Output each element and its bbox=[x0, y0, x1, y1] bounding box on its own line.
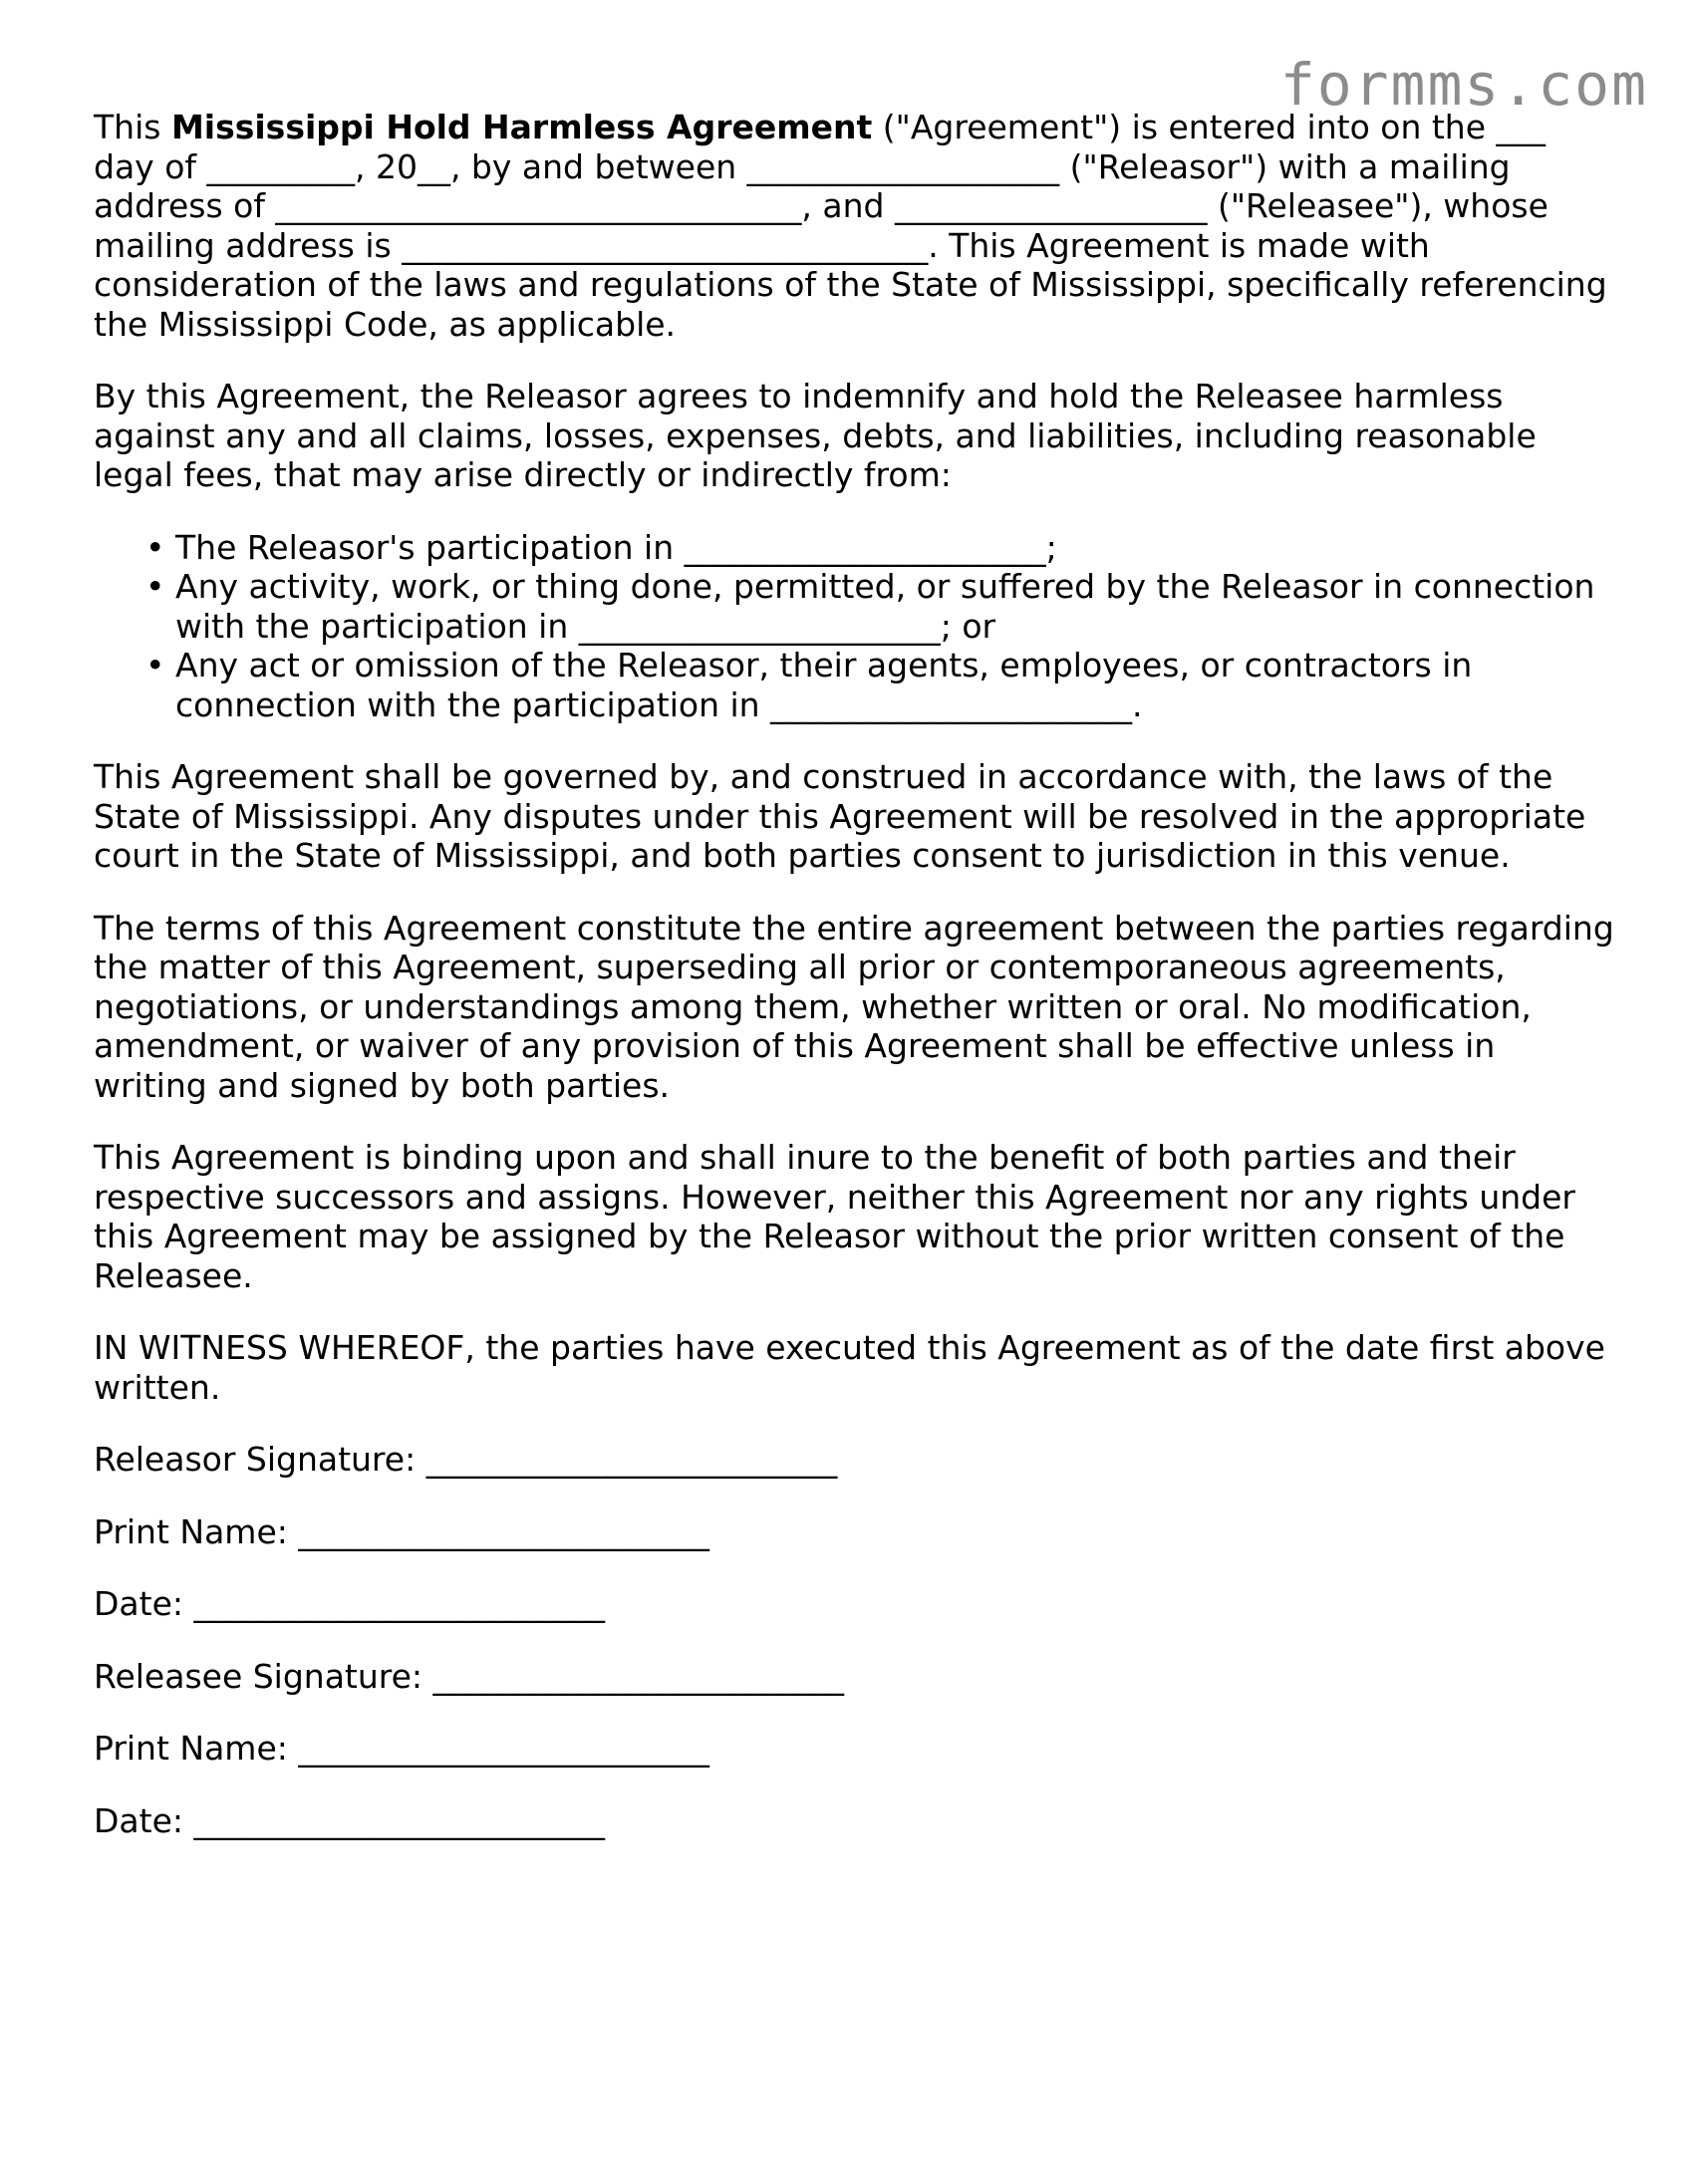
intro-prefix: This bbox=[94, 108, 171, 146]
governing-law-paragraph: This Agreement shall be governed by, and construed in accordance with, the laws of the State of Mississippi. Any disputes under this Agreement will be resolved in the appropriate court in the State of Mississippi, and both parties consent to jurisdiction in this venue. bbox=[94, 757, 1586, 875]
releasor-date-line[interactable]: Date: _________________________ bbox=[94, 1584, 605, 1623]
indemnity-paragraph: By this Agreement, the Releasor agrees to indemnify and hold the Releasee harmless against any and all claims, losses, expenses, debts, and liabilities, including reasonable legal fees, that may arise directly or indirectly from: bbox=[94, 377, 1537, 494]
agreement-document bbox=[94, 108, 1614, 1873]
intro-text: ("Agreement") is entered into on the ___ day of _________, 20__, by and between ___________________ ("Releasor") with a mailing address of ________________________________, and ___________________ ("Releasee"), whose mailing address is ________________________________. This Agreement is made with consideration of the laws and regulations of the State of Mississippi, specifically referencing the Mississippi Code, as applicable. bbox=[94, 108, 1607, 344]
indemnity-list bbox=[94, 528, 1614, 725]
signature-block bbox=[94, 1440, 1614, 1840]
list-item: • Any activity, work, or thing done, permitted, or suffered by the Releasor in connection with the participation in ______________________; or bbox=[175, 567, 1614, 646]
list-item: • Any act or omission of the Releasor, their agents, employees, or contractors in connection with the participation in ______________________. bbox=[175, 646, 1614, 724]
binding-paragraph: This Agreement is binding upon and shall inure to the benefit of both parties and their respective successors and assigns. However, neither this Agreement nor any rights under this Agreement may be assigned by the Releasor without the prior written consent of the Releasee. bbox=[94, 1138, 1575, 1295]
list-item: • The Releasor's participation in ______________________; bbox=[175, 528, 1614, 568]
releasor-signature-line[interactable]: Releasor Signature: _________________________ bbox=[94, 1440, 838, 1479]
witness-paragraph: IN WITNESS WHEREOF, the parties have executed this Agreement as of the date first above written. bbox=[94, 1328, 1605, 1407]
releasee-print-name-line[interactable]: Print Name: _________________________ bbox=[94, 1729, 709, 1768]
releasee-signature-line[interactable]: Releasee Signature: _________________________ bbox=[94, 1656, 845, 1696]
watermark-logo: formms.com bbox=[1279, 51, 1648, 119]
intro-paragraph bbox=[94, 108, 1614, 344]
entire-agreement-paragraph: The terms of this Agreement constitute the entire agreement between the parties regarding the matter of this Agreement, superseding all prior or contemporaneous agreements, negotiations, or understandings among them, whether written or oral. No modification, amendment, or waiver of any provision of this Agreement shall be effective unless in writing and signed by both parties. bbox=[94, 908, 1614, 1105]
releasee-date-line[interactable]: Date: _________________________ bbox=[94, 1800, 605, 1840]
agreement-title: Mississippi Hold Harmless Agreement bbox=[170, 108, 873, 146]
releasor-print-name-line[interactable]: Print Name: _________________________ bbox=[94, 1511, 709, 1551]
